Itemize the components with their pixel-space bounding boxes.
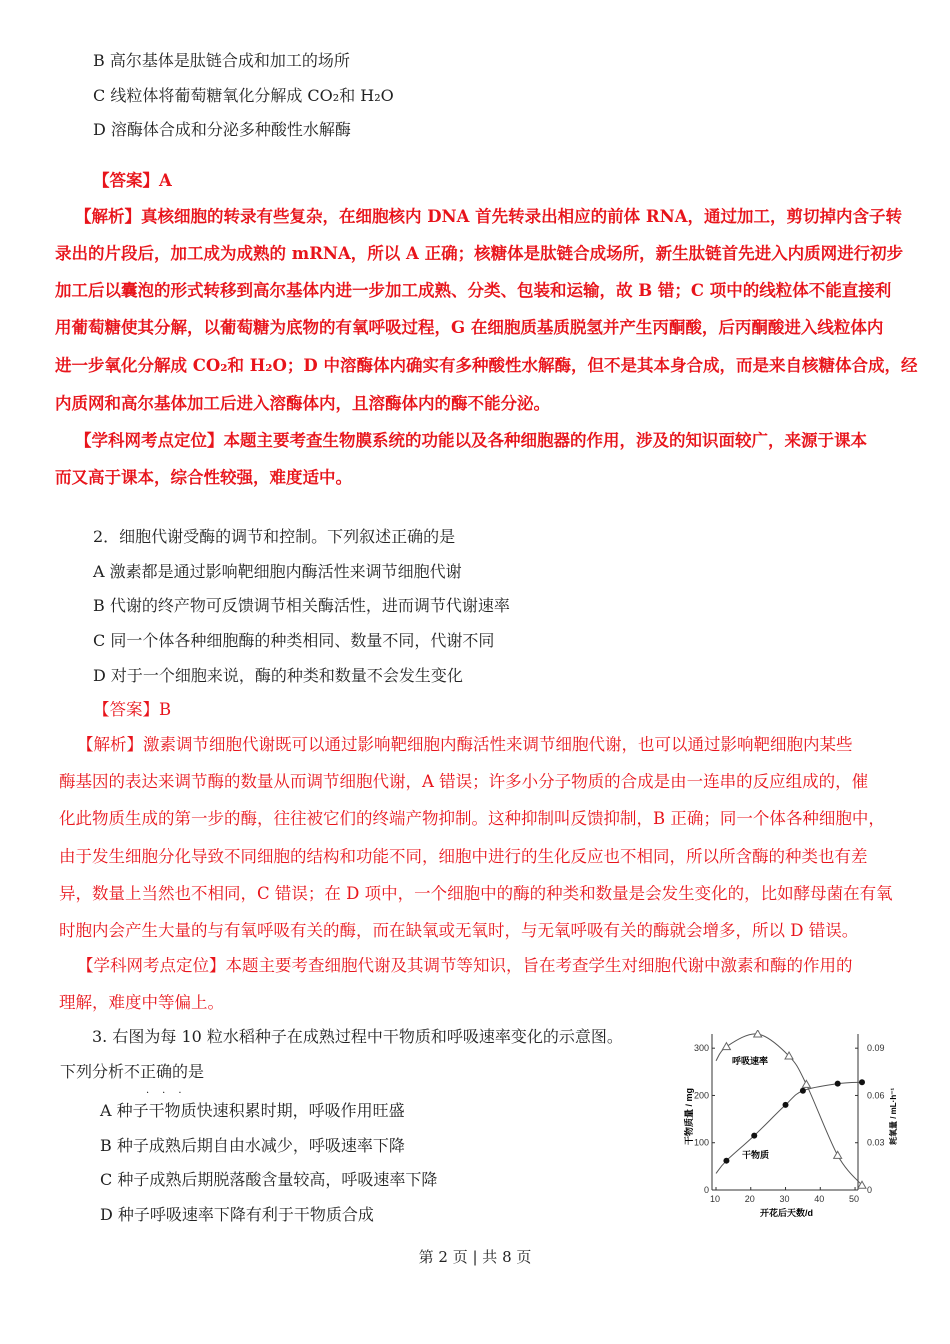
y-left-tick-label: 200 <box>693 1090 709 1101</box>
q1-option-d: D 溶酶体合成和分泌多种酸性水解酶 <box>93 120 351 139</box>
x-axis-label: 开花后天数/d <box>760 1208 813 1218</box>
q2-analysis-line: 化此物质生成的第一步的酶，往往被它们的终端产物抑制。这种抑制叫反馈抑制，B 正确；同一个体各种细胞中， <box>59 809 885 828</box>
emphasis-dots: ··· <box>146 1088 195 1099</box>
y-right-tick-label: 0.06 <box>867 1090 885 1101</box>
q1-analysis-line: 【解析】真核细胞的转录有些复杂，在细胞核内 DNA 首先转录出相应的前体 RNA，通过加工，剪切掉内含子转 <box>75 207 903 226</box>
q2-option-c: C 同一个体各种细胞酶的种类相同、数量不同，代谢不同 <box>93 631 495 650</box>
x-tick-label: 30 <box>779 1194 790 1204</box>
x-tick-label: 10 <box>710 1194 721 1204</box>
y-right-tick-label: 0 <box>867 1185 873 1195</box>
q2-point-line: 理解，难度中等偏上。 <box>59 993 224 1012</box>
y-left-tick-label: 100 <box>693 1137 709 1148</box>
dry-matter-point <box>800 1088 806 1094</box>
y-left-label: 干物质量 / mg <box>684 1087 694 1145</box>
q1-analysis-line: 进一步氧化分解成 CO₂和 H₂O；D 中溶酶体内确实有多种酸性水解酶，但不是其本身合成，而是来自核糖体合成，经 <box>55 356 918 375</box>
q1-point-line: 【学科网考点定位】本题主要考查生物膜系统的功能以及各种细胞器的作用，涉及的知识面较广，来源于课本 <box>75 431 867 450</box>
q2-answer: 【答案】B <box>93 700 172 719</box>
q3-option-d: D 种子呼吸速率下降有利于干物质合成 <box>100 1205 374 1224</box>
q2-analysis-line: 【解析】激素调节细胞代谢既可以通过影响靶细胞内酶活性来调节细胞代谢，也可以通过影响靶细胞内某些 <box>77 735 853 754</box>
dry-matter-point <box>859 1079 865 1085</box>
dry-matter-point <box>751 1133 757 1139</box>
q3-stem-line2: 下列分析不正确的是 <box>60 1062 205 1081</box>
y-left-tick-label: 300 <box>693 1043 709 1054</box>
q1-analysis-line: 加工后以囊泡的形式转移到高尔基体内进一步加工成熟、分类、包装和运输，故 B 错；C 项中的线粒体不能直接利 <box>55 281 892 300</box>
q2-point-line: 【学科网考点定位】本题主要考查细胞代谢及其调节等知识，旨在考查学生对细胞代谢中激素和酶的作用的 <box>77 956 853 975</box>
respiration-point <box>834 1151 842 1158</box>
q1-point-line: 而又高于课本，综合性较强，难度适中。 <box>55 468 352 487</box>
q1-analysis-line: 录出的片段后，加工成为成熟的 mRNA，所以 A 正确；核糖体是肽链合成场所，新生肽链首先进入内质网进行初步 <box>55 244 904 263</box>
y-left-tick-label: 0 <box>703 1185 709 1195</box>
q1-answer: 【答案】A <box>93 171 172 190</box>
dry-matter-point <box>783 1102 789 1108</box>
dry-matter-point <box>723 1158 729 1164</box>
y-right-tick-label: 0.09 <box>867 1043 885 1054</box>
series-label-dry-matter: 干物质 <box>742 1150 770 1160</box>
q2-analysis-line: 酶基因的表达来调节酶的数量从而调节细胞代谢，A 错误；许多小分子物质的合成是由一连串的反应组成的，催 <box>59 772 869 791</box>
y-right-label: 耗氧量 / mL·h⁻¹ <box>889 1087 898 1145</box>
x-tick-label: 50 <box>849 1194 860 1204</box>
page-footer: 第 2 页 | 共 8 页 <box>418 1248 532 1266</box>
q2-analysis-line: 由于发生细胞分化导致不同细胞的结构和功能不同，细胞中进行的生化反应也不相同，所以所含酶的种类也有差 <box>59 847 868 866</box>
q1-analysis-line: 用葡萄糖使其分解，以葡萄糖为底物的有氧呼吸过程，G 在细胞质基质脱氢并产生丙酮酸，后丙酮酸进入线粒体内 <box>55 318 884 337</box>
respiration-point <box>722 1043 730 1050</box>
series-label-respiration: 呼吸速率 <box>732 1056 769 1066</box>
respiration-point <box>802 1080 810 1087</box>
q2-option-d: D 对于一个细胞来说，酶的种类和数量不会发生变化 <box>93 666 463 685</box>
q2-analysis-line: 时胞内会产生大量的与有氧呼吸有关的酶，而在缺氧或无氧时，与无氧呼吸有关的酶就会增多，所以 D 错误。 <box>59 921 859 940</box>
q3-stem-line1: 3. 右图为每 10 粒水稻种子在成熟过程中干物质和呼吸速率变化的示意图。 <box>92 1027 623 1046</box>
q2-analysis-line: 异，数量上当然也不相同，C 错误；在 D 项中，一个细胞中的酶的种类和数量是会发生变化的，比如酵母菌在有氧 <box>59 884 893 903</box>
q1-option-c: C 线粒体将葡萄糖氧化分解成 CO₂和 H₂O <box>93 86 394 105</box>
dry-matter-point <box>835 1081 841 1087</box>
seed-chart <box>670 1030 905 1230</box>
q2-option-b: B 代谢的终产物可反馈调节相关酶活性，进而调节代谢速率 <box>93 596 510 615</box>
q1-analysis-line: 内质网和高尔基体加工后进入溶酶体内，且溶酶体内的酶不能分泌。 <box>55 394 550 413</box>
q3-option-b: B 种子成熟后期自由水减少，呼吸速率下降 <box>100 1136 405 1155</box>
q1-option-b: B 高尔基体是肽链合成和加工的场所 <box>93 51 350 70</box>
q3-option-c: C 种子成熟后期脱落酸含量较高，呼吸速率下降 <box>100 1170 438 1189</box>
x-tick-label: 20 <box>744 1194 755 1204</box>
y-right-tick-label: 0.03 <box>867 1137 885 1148</box>
q2-option-a: A 激素都是通过影响靶细胞内酶活性来调节细胞代谢 <box>93 562 462 581</box>
x-tick-label: 40 <box>814 1194 825 1204</box>
q3-option-a: A 种子干物质快速积累时期，呼吸作用旺盛 <box>100 1101 405 1120</box>
q2-stem: 2．细胞代谢受酶的调节和控制。下列叙述正确的是 <box>93 527 456 546</box>
